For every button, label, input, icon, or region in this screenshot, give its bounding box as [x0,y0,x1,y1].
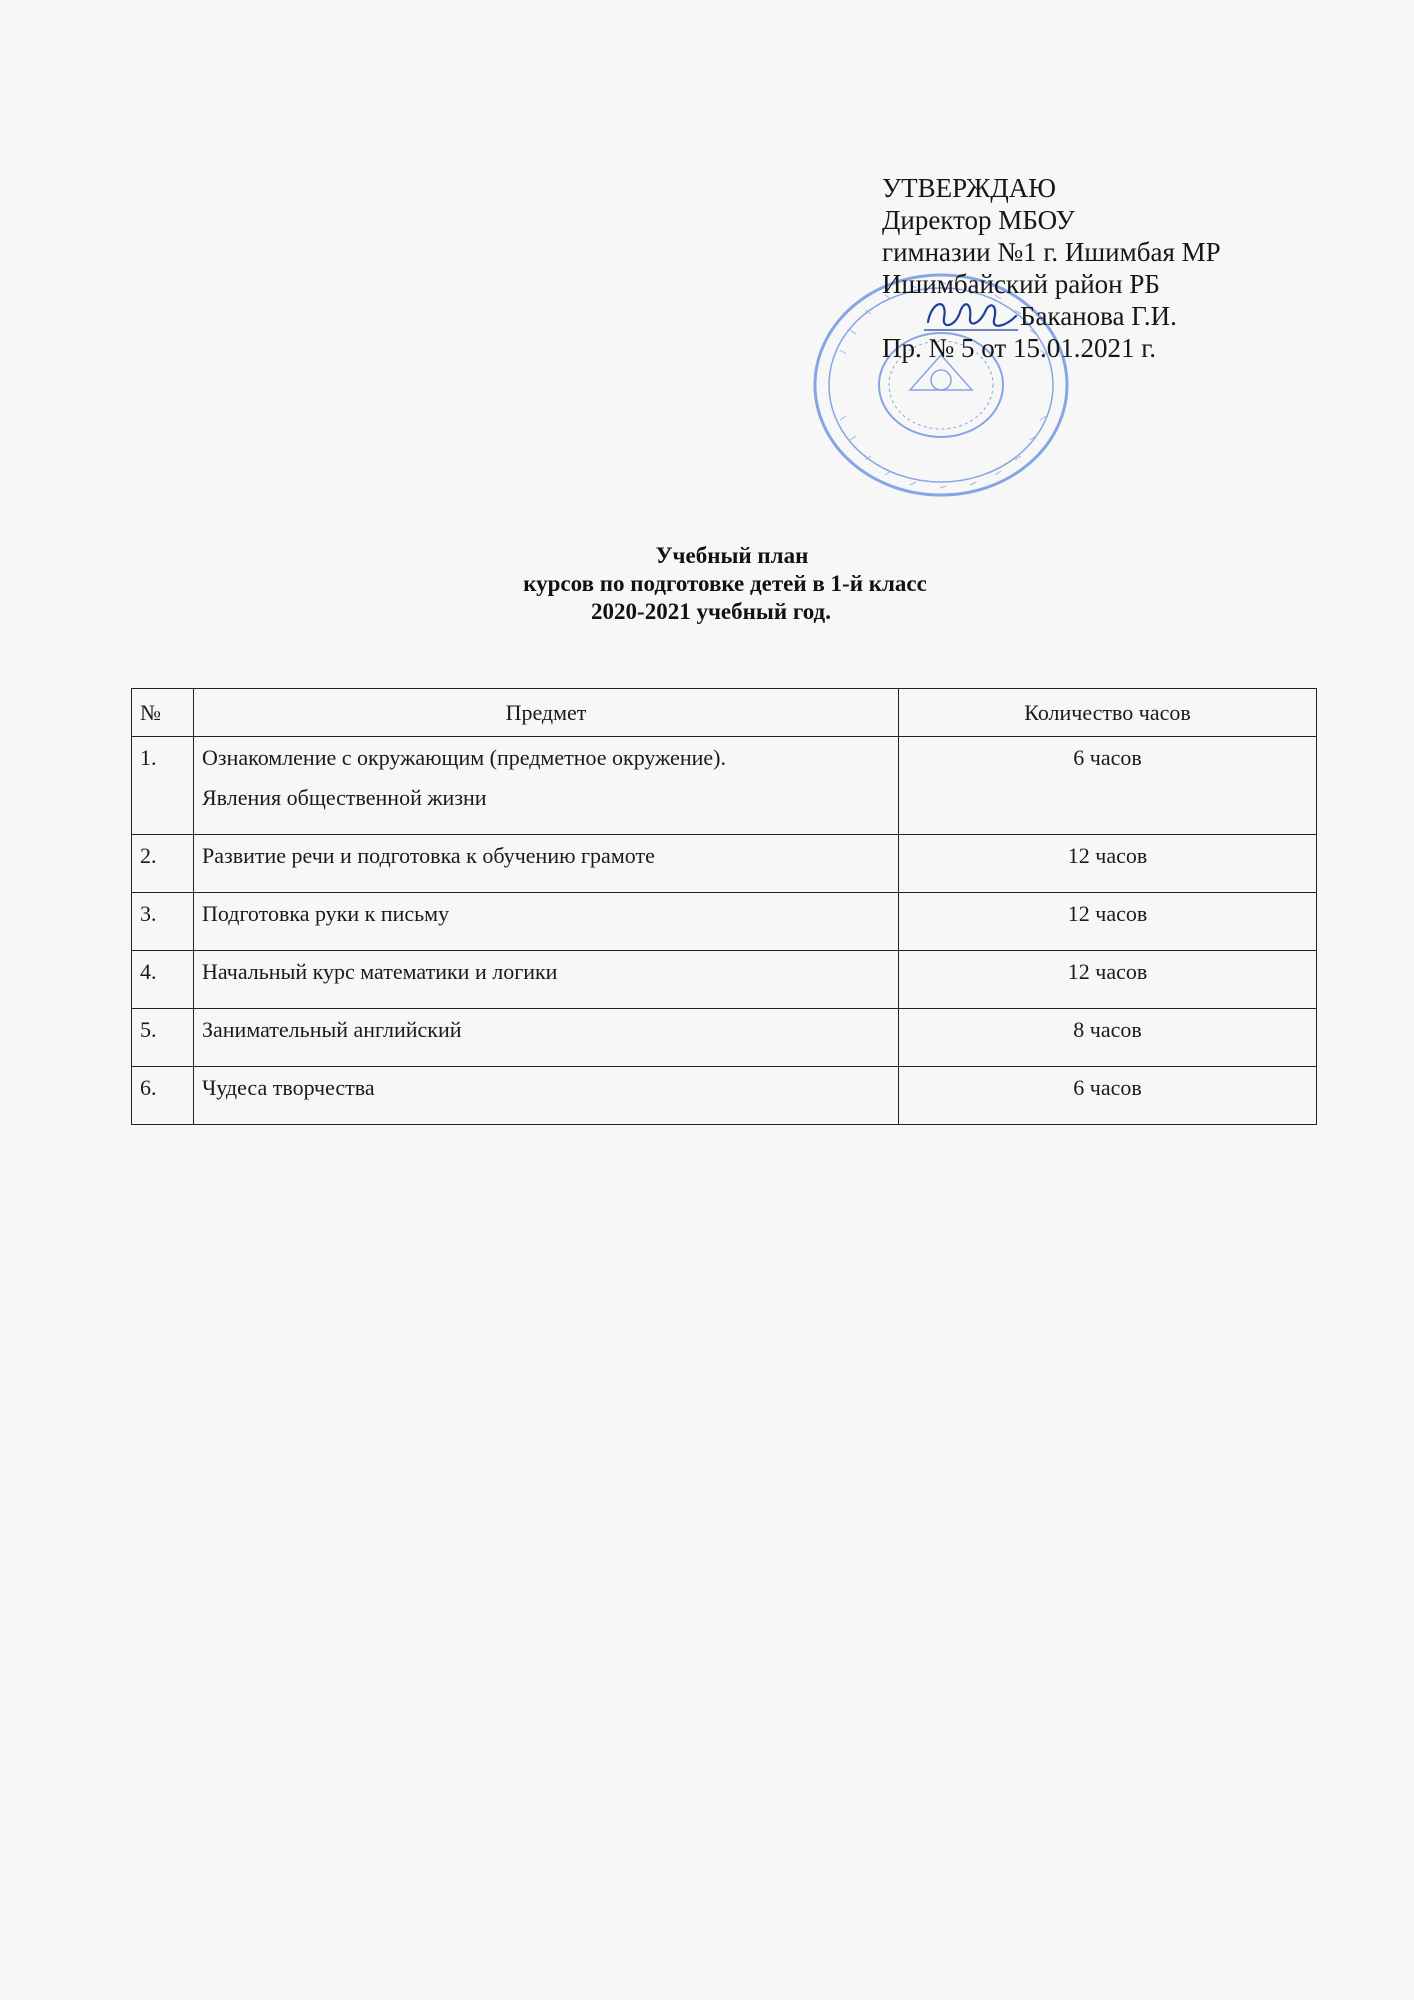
approval-position: Директор МБОУ [882,205,1075,235]
table-header-row [132,689,1317,737]
approval-school: гимназии №1 г. Ишимбая МР [882,237,1221,267]
header-subject: Предмет [194,689,899,737]
row-subject-line-2: Явления общественной жизни [202,785,487,810]
row-subject: Подготовка руки к письму [194,893,899,951]
title-line-2: курсов по подготовке детей в 1-й класс [523,571,927,596]
row-subject: Занимательный английский [194,1009,899,1067]
row-hours: 12 часов [899,951,1317,1009]
curriculum-table [131,688,1317,1125]
row-hours: 8 часов [899,1009,1317,1067]
row-subject: Начальный курс математики и логики [194,951,899,1009]
row-subject: Чудеса творчества [194,1067,899,1125]
row-number: 2. [132,835,194,893]
row-hours: 6 часов [899,1067,1317,1125]
table-row [132,835,1317,893]
row-hours: 12 часов [899,893,1317,951]
row-number: 4. [132,951,194,1009]
title-line-1: Учебный план [655,543,809,568]
approval-block [882,172,1221,364]
header-hours: Количество часов [899,689,1317,737]
row-hours: 12 часов [899,835,1317,893]
table-row [132,893,1317,951]
approval-name: Баканова Г.И. [1020,301,1177,331]
row-subject-line-1: Ознакомление с окружающим (предметное окружение). [202,745,726,770]
row-number: 1. [132,737,194,835]
title-line-3: 2020-2021 учебный год. [591,599,831,624]
document-title [0,542,1414,626]
approval-heading: УТВЕРЖДАЮ [882,173,1057,203]
header-number: № [132,689,194,737]
row-hours: 6 часов [899,737,1317,835]
row-number: 5. [132,1009,194,1067]
row-number: 3. [132,893,194,951]
table-row [132,737,1317,835]
row-subject: Развитие речи и подготовка к обучению грамоте [194,835,899,893]
table-row [132,1009,1317,1067]
approval-district: Ишимбайский район РБ [882,269,1160,299]
approval-order: Пр. № 5 от 15.01.2021 г. [882,333,1156,363]
row-number: 6. [132,1067,194,1125]
row-subject [194,737,899,835]
table-row [132,951,1317,1009]
table-row [132,1067,1317,1125]
